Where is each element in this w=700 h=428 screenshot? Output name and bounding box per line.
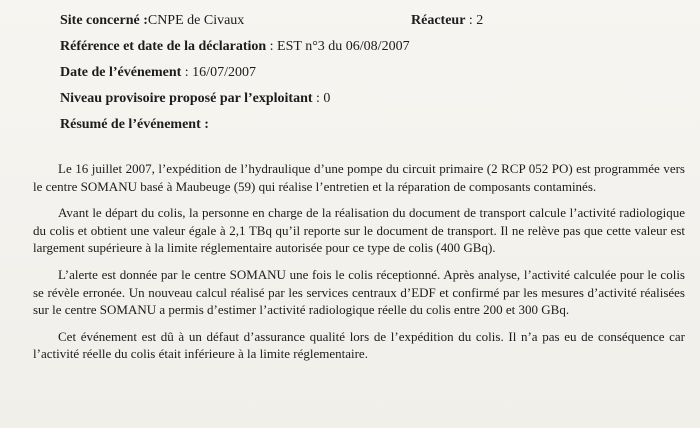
declaration-label: Référence et date de la déclaration [60, 39, 267, 54]
event-summary-body [33, 160, 685, 363]
event-date-value: : 16/07/2007 [181, 65, 256, 80]
paragraph-2: Avant le départ du colis, la personne en charge de la réalisation du document de transport calcule l’activité radiologique du colis et obtient une valeur égale à 2,1 TBq qu’il reporte sur le document de transport. Il ne relève pas que cette valeur est largement supérieure à la limite réglementaire autorisée pour ce type de colis (400 GBq). [33, 205, 685, 256]
level-label: Niveau provisoire proposé par l’exploitant [60, 91, 313, 106]
paragraph-4: Cet événement est dû à un défaut d’assurance qualité lors de l’expédition du colis. Il n’a pas eu de conséquence car l’activité réelle du colis était inférieure à la limite réglementaire. [33, 328, 685, 362]
summary-heading [60, 117, 209, 133]
level-row [60, 91, 330, 107]
level-value: : 0 [312, 91, 331, 106]
event-date-row [60, 65, 256, 81]
site-value: CNPE de Civaux [147, 13, 245, 28]
declaration-value: : EST n°3 du 06/08/2007 [266, 39, 410, 54]
site-label: Site concerné : [60, 13, 148, 28]
reactor-value: : 2 [465, 13, 484, 28]
event-date-label: Date de l’événement [60, 65, 182, 80]
reactor-row [411, 13, 483, 29]
paragraph-1: Le 16 juillet 2007, l’expédition de l’hydraulique d’une pompe du circuit primaire (2 RCP 052 PO) est programmée vers le centre SOMANU basé à Maubeuge (59) qui réalise l’entretien et la réparation de composants contaminés. [33, 161, 685, 194]
summary-label: Résumé de l’événement : [60, 117, 209, 132]
site-row [60, 13, 244, 29]
reactor-label: Réacteur [411, 13, 466, 28]
paragraph-3: L’alerte est donnée par le centre SOMANU une fois le colis réceptionné. Après analyse, l’activité calculée pour le colis se révèle erronée. Un nouveau calcul réalisé par les services centraux d’EDF et confirmé par les mesures d’activité réalisées sur le centre SOMANU a permis d’estimer l’activité radiologique réelle du colis entre 200 et 300 GBq. [33, 266, 685, 318]
declaration-row [60, 39, 410, 55]
